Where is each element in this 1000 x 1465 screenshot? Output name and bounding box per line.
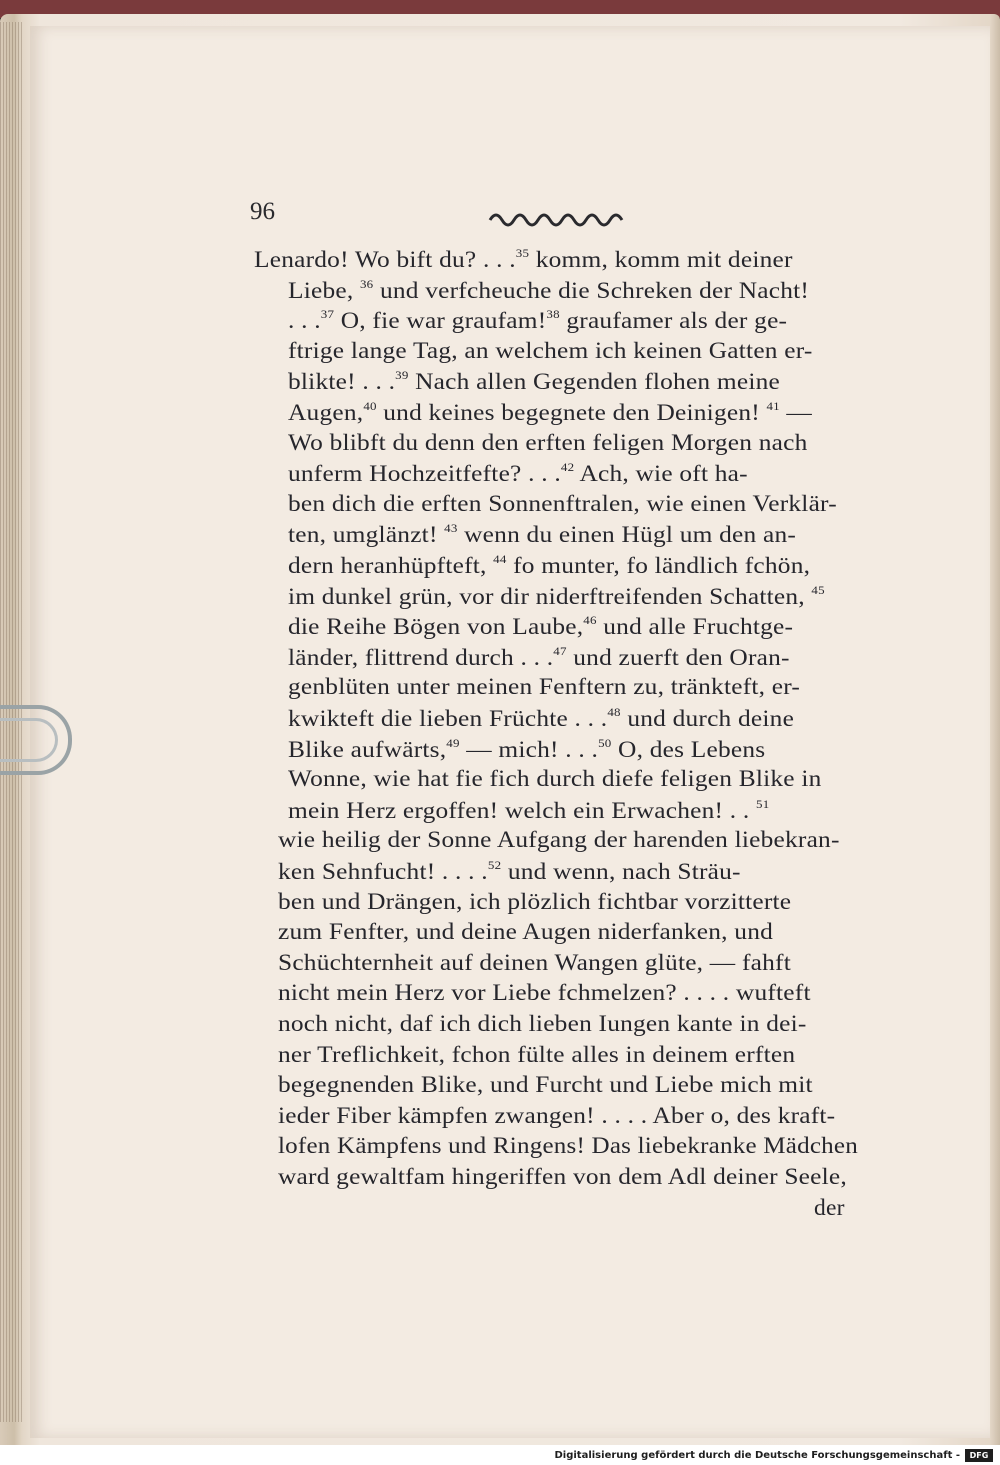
text-line <box>278 889 791 916</box>
line-text: länder, flittrend durch . . . <box>288 644 554 671</box>
line-text: — <box>779 400 813 426</box>
line-text: Blike aufwärts, <box>288 736 447 763</box>
line-text: komm, komm mit deiner <box>529 247 793 273</box>
line-text: nicht mein Herz vor Liebe fchmelzen? . . . . wufteft <box>278 980 811 1007</box>
footnote-marker: 48 <box>607 705 621 719</box>
line-text: graufamer als der ge- <box>559 308 788 335</box>
text-line <box>278 1103 835 1130</box>
line-text: ben dich die erften Sonnenftralen, wie einen Verklär- <box>288 490 837 517</box>
text-line <box>288 736 765 764</box>
text-line <box>288 277 809 305</box>
text-line <box>278 1042 795 1069</box>
line-text: O, fie war graufam! <box>334 308 547 335</box>
line-text: blikte! . . . <box>288 369 396 396</box>
footnote-marker: 37 <box>320 307 335 322</box>
text-line <box>278 919 773 946</box>
paper-clip-inner <box>0 718 58 762</box>
line-text: im dunkel grün, vor dir niderftreifenden Schatten, <box>288 583 812 610</box>
text-line <box>288 644 790 672</box>
line-text: O, des Lebens <box>611 736 766 763</box>
footnote-marker: 44 <box>493 552 507 566</box>
footnote-marker: 50 <box>598 735 612 750</box>
text-line <box>278 1164 847 1191</box>
text-line <box>288 797 769 825</box>
line-text: Wo blibft du denn den erften feligen Morgen nach <box>288 429 808 456</box>
line-text: mein Herz ergoffen! welch ein Erwachen! . . <box>288 797 757 824</box>
line-text: genblüten unter meinen Fenftern zu, tränkteft, er- <box>288 674 801 701</box>
line-text: begegnenden Blike, und Furcht und Liebe mich mit <box>278 1072 813 1099</box>
footnote-marker: 49 <box>446 735 460 750</box>
line-text: ken Sehnfucht! . . . . <box>278 859 488 885</box>
text-line <box>288 307 787 335</box>
footnote-marker: 40 <box>363 399 377 413</box>
footnote-marker: 38 <box>546 307 560 322</box>
line-text: ner Treflichkeit, fchon fülte alles in deinem erften <box>278 1041 796 1068</box>
line-text: Lenardo! Wo bift du? . . . <box>254 247 516 273</box>
line-text: ben und Drängen, ich plözlich fichtbar vorzitterte <box>278 888 792 915</box>
line-text: und durch deine <box>620 706 795 732</box>
text-line <box>254 246 793 274</box>
footnote-marker: 42 <box>560 460 575 475</box>
line-text: dern heranhüpfteft, <box>288 553 494 579</box>
footnote-marker: 41 <box>766 399 780 413</box>
footnote-marker: 35 <box>515 246 530 260</box>
text-line <box>288 460 748 488</box>
line-text: die Reihe Bögen von Laube, <box>288 614 584 641</box>
text-line <box>288 521 796 549</box>
line-text: und zuerft den Oran- <box>566 644 790 671</box>
footer-credit: Digitalisierung gefördert durch die Deutsche Forschungsgemeinschaft - <box>554 1450 960 1461</box>
line-text: . . . <box>288 308 321 335</box>
text-line <box>288 674 800 701</box>
text-line <box>288 583 825 611</box>
footnote-marker: 47 <box>553 643 567 658</box>
line-text: wie heilig der Sonne Aufgang der harenden liebekran- <box>278 827 840 854</box>
line-text: Liebe, <box>288 277 360 304</box>
text-line <box>278 858 741 886</box>
text-line <box>288 430 808 457</box>
line-text: Schüchternheit auf deinen Wangen glüte, — fahft <box>278 949 791 976</box>
line-text: ward gewaltfam hingeriffen von dem Adl deiner Seele, <box>278 1164 847 1190</box>
footnote-marker: 43 <box>444 521 458 536</box>
line-text: kwikteft die lieben Früchte . . . <box>288 706 608 732</box>
line-text: — mich! . . . <box>459 736 599 763</box>
text-line <box>278 1011 807 1038</box>
text-line <box>288 552 810 580</box>
line-text: lofen Kämpfens und Ringens! Das liebekranke Mädchen <box>278 1133 858 1160</box>
line-text: ten, umglänzt! <box>288 522 445 549</box>
text-line <box>278 1072 813 1099</box>
footnote-marker: 39 <box>395 368 409 383</box>
line-text: und alle Fruchtge- <box>596 614 794 641</box>
line-text: zum Fenfter, und deine Augen niderfanken, und <box>278 919 774 946</box>
footnote-marker: 36 <box>359 276 374 291</box>
line-text: Augen, <box>288 400 364 426</box>
text-line <box>288 613 793 641</box>
text-line <box>278 950 791 977</box>
footnote-marker: 52 <box>487 858 502 872</box>
line-text: ieder Fiber kämpfen zwangen! . . . . Aber o, des kraft- <box>278 1102 836 1129</box>
line-text: unferm Hochzeitfefte? . . . <box>288 461 561 488</box>
line-text: fo munter, fo ländlich fchön, <box>506 553 811 579</box>
line-text: und verfcheuche die Schreken der Nacht! <box>373 277 810 304</box>
text-line <box>288 338 813 365</box>
line-text: wenn du einen Hügl um den an- <box>457 522 797 549</box>
footnote-marker: 45 <box>811 582 825 597</box>
text-line <box>278 827 840 854</box>
line-text: und keines begegnete den Deinigen! <box>376 400 767 426</box>
text-line <box>288 491 837 518</box>
catchword: der <box>814 1194 845 1221</box>
line-text: noch nicht, daf ich dich lieben Iungen kante in dei- <box>278 1011 807 1037</box>
text-line <box>288 399 812 427</box>
line-text: und wenn, nach Sträu- <box>501 859 741 885</box>
wave-ornament <box>488 206 628 228</box>
line-text: Ach, wie oft ha- <box>574 461 748 488</box>
dfg-logo: DFG <box>965 1449 993 1462</box>
line-text: Wonne, wie hat fie fich durch diefe feligen Blike in <box>288 766 822 793</box>
line-text: ftrige lange Tag, an welchem ich keinen Gatten er- <box>288 337 813 364</box>
text-line <box>288 705 794 733</box>
line-text: Nach allen Gegenden flohen meine <box>408 369 781 396</box>
text-line <box>278 1133 858 1160</box>
text-line <box>278 980 811 1007</box>
footnote-marker: 46 <box>583 613 597 628</box>
text-line <box>288 368 780 396</box>
text-line <box>288 766 822 793</box>
footnote-marker: 51 <box>756 796 770 811</box>
page-number: 96 <box>250 198 275 225</box>
